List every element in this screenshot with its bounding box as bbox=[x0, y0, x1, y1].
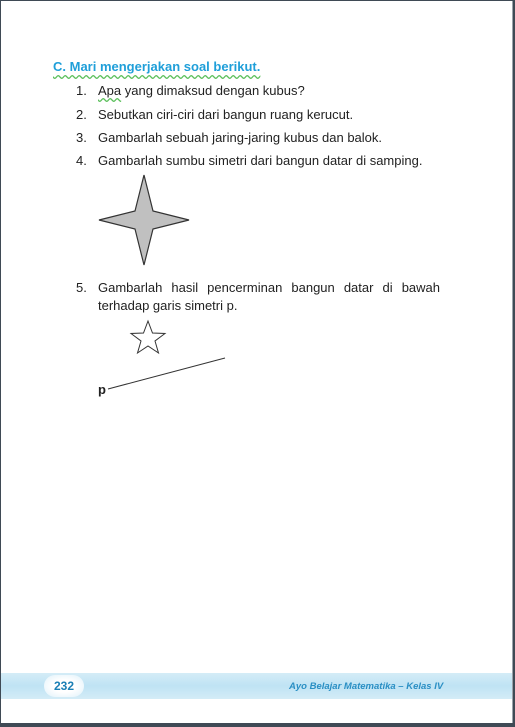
section-title: C. Mari mengerjakan soal berikut. bbox=[53, 59, 261, 74]
reflection-figure bbox=[95, 316, 229, 400]
question-text: Sebutkan ciri-ciri dari bangun ruang kerucut. bbox=[98, 107, 354, 122]
question-number: 4. bbox=[76, 153, 87, 168]
question-text-line1: Gambarlah hasil pencerminan bangun datar di bawah bbox=[98, 280, 440, 295]
question-number: 2. bbox=[76, 107, 87, 122]
five-point-star-shape bbox=[131, 321, 165, 353]
page-number: 232 bbox=[44, 675, 84, 697]
question-text-wavy: Apa bbox=[98, 83, 122, 98]
question-text: Gambarlah sumbu simetri dari bangun datar di samping. bbox=[98, 153, 423, 168]
question-text-line2: terhadap garis simetri p. bbox=[98, 298, 238, 313]
question-number: 5. bbox=[76, 280, 87, 295]
symmetry-line-label: p bbox=[98, 382, 106, 397]
symmetry-line-p bbox=[108, 358, 225, 389]
book-title: Ayo Belajar Matematika – Kelas IV bbox=[289, 681, 444, 692]
four-point-star-shape bbox=[99, 175, 189, 265]
question-text bbox=[98, 82, 305, 100]
question-number: 1. bbox=[76, 83, 87, 98]
question-text bbox=[98, 279, 440, 315]
question-text-rest: yang dimaksud dengan kubus? bbox=[121, 83, 305, 98]
page bbox=[1, 1, 513, 723]
four-point-star-figure bbox=[97, 173, 191, 267]
question-number: 3. bbox=[76, 130, 87, 145]
question-text: Gambarlah sebuah jaring-jaring kubus dan balok. bbox=[98, 130, 383, 145]
